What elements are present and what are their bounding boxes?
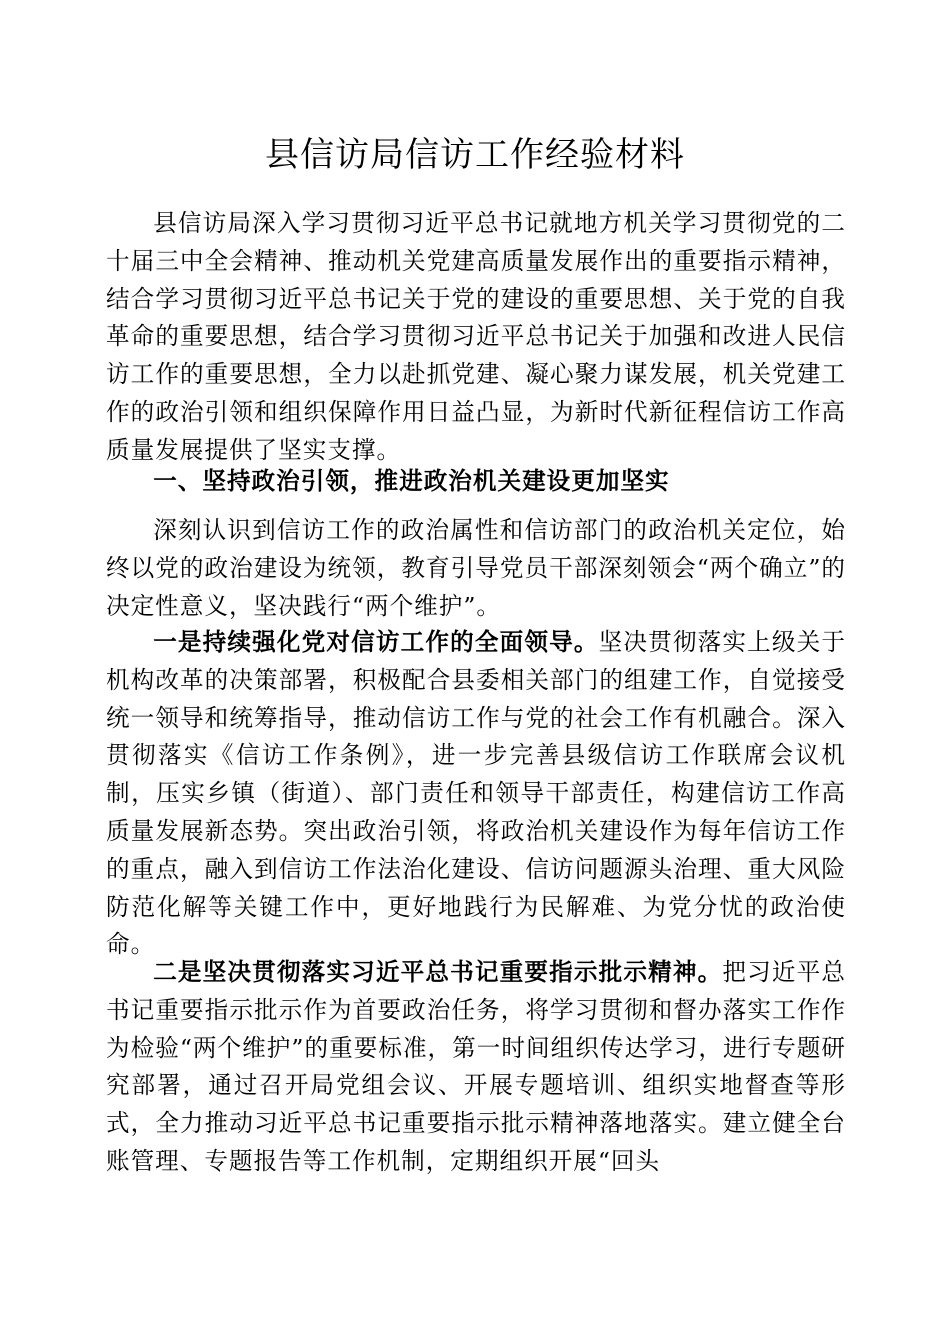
section-heading: 一、坚持政治引领，推进政治机关建设更加坚实 [153, 467, 670, 495]
intro-paragraph: 县信访局深入学习贯彻习近平总书记就地方机关学习贯彻党的二十届三中全会精神、推动机关党建高质量发展作出的重要指示精神，结合学习贯彻习近平总书记关于党的建设的重要思想、关于党的自我革命的重要思想，结合学习贯彻习近平总书记关于加强和改进人民信访工作的重要思想，全力以赴抓党建、凝心聚力谋发展，机关党建工作的政治引领和组织保障作用日益凸显，为新时代新征程信访工作高质量发展提供了坚实支撑。 [106, 209, 846, 464]
point-paragraph [106, 624, 846, 964]
point-lead: 一是持续强化党对信访工作的全面领导。 [153, 628, 599, 656]
point-paragraph [106, 954, 846, 1181]
point-text: 把习近平总书记重要指示批示作为首要政治任务，将学习贯彻和督办落实工作作为检验“两个维护”的重要标准，第一时间组织传达学习，进行专题研究部署，通过召开局党组会议、开展专题培训、组织实地督查等形式，全力推动习近平总书记重要指示批示精神落地落实。建立健全台账管理、专题报告等工作机制，定期组织开展“回头 [106, 958, 847, 1175]
point-lead: 二是坚决贯彻落实习近平总书记重要指示批示精神。 [153, 958, 723, 986]
section-intro-paragraph: 深刻认识到信访工作的政治属性和信访部门的政治机关定位，始终以党的政治建设为统领，教育引导党员干部深刻领会“两个确立”的决定性意义，坚决践行“两个维护”。 [106, 516, 846, 620]
document-title: 县信访局信访工作经验材料 [265, 135, 685, 175]
point-text: 坚决贯彻落实上级关于机构改革的决策部署，积极配合县委相关部门的组建工作，自觉接受统一领导和统筹指导，推动信访工作与党的社会工作有机融合。深入贯彻落实《信访工作条例》，进一步完善县级信访工作联席会议机制，压实乡镇（街道）、部门责任和领导干部责任，构建信访工作高质量发展新态势。突出政治引领，将政治机关建设作为每年信访工作的重点，融入到信访工作法治化建设、信访问题源头治理、重大风险防范化解等关键工作中，更好地践行为民解难、为党分忧的政治使命。 [106, 628, 847, 959]
